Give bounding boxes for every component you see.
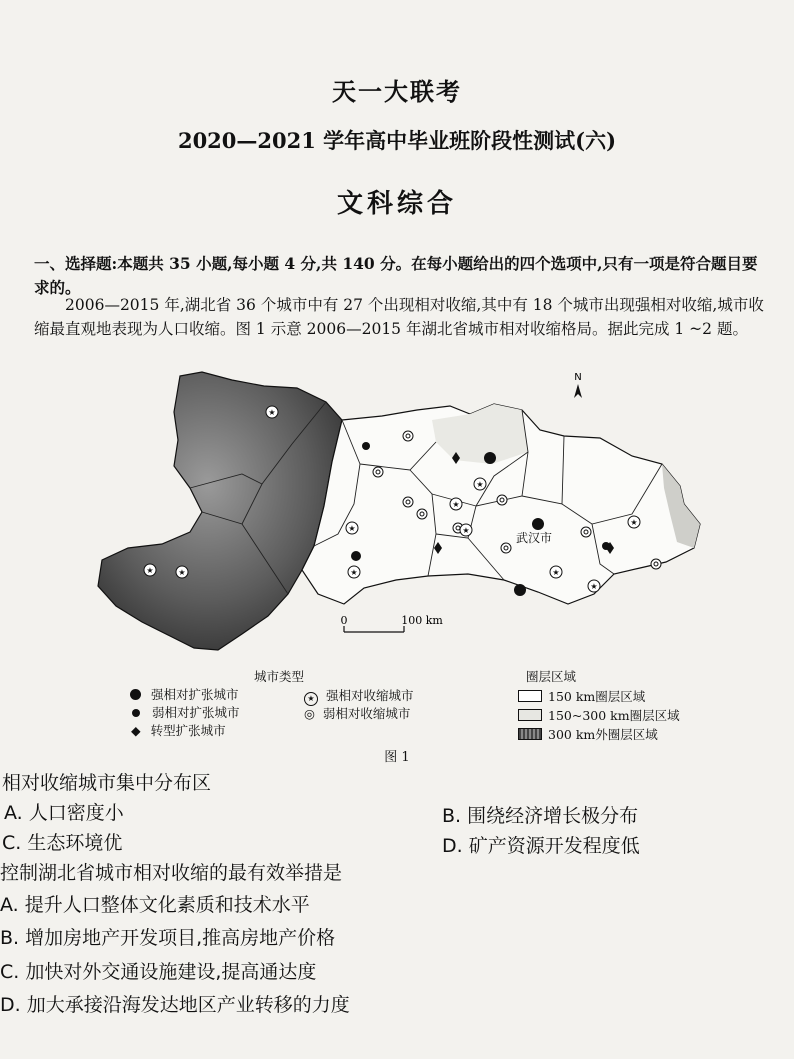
legend-label: 150 km圈层区域 xyxy=(548,689,646,704)
legend-item-strong-shrink xyxy=(304,686,414,706)
svg-text:★: ★ xyxy=(462,526,470,535)
diamond-icon: ◆ xyxy=(131,723,141,738)
q1-option-c[interactable]: C. 生态环境优 xyxy=(2,832,123,854)
large-dot-icon xyxy=(130,689,141,700)
swatch-dark-icon xyxy=(518,728,542,740)
q2-option-d[interactable]: D. 加大承接沿海发达地区产业转移的力度 xyxy=(0,994,350,1016)
question-1-stem: 相对收缩城市集中分布区 xyxy=(2,772,212,794)
q1-option-a[interactable]: A. 人口密度小 xyxy=(4,802,124,824)
legend-label: 弱相对扩张城市 xyxy=(152,705,240,720)
double-circle-icon: ◎ xyxy=(304,706,315,721)
question-intro: 2006—2015 年,湖北省 36 个城市中有 27 个出现相对收缩,其中有 18 个城市出现强相对收缩,城市收缩最直观地表现为人口收缩。图 1 示意 2006—2015 年湖北省城市相对收缩格局。据此完成 1 ~2 题。 xyxy=(34,296,764,338)
legend-item-150-300km xyxy=(518,706,680,724)
svg-text:★: ★ xyxy=(268,408,276,417)
svg-text:★: ★ xyxy=(552,568,560,577)
q1-option-d[interactable]: D. 矿产资源开发程度低 xyxy=(442,835,640,857)
scale-zero-label: 0 xyxy=(340,614,348,627)
section-instructions: 一、选择题:本题共 35 小题,每小题 4 分,共 140 分。在每小题给出的四个选项中,只有一项是符合题目要求的。 xyxy=(34,254,758,297)
legend-label: 300 km外圈层区域 xyxy=(548,727,658,742)
organization-title: 天一大联考 xyxy=(332,77,462,106)
legend-item-strong-expansion xyxy=(130,685,239,703)
q2-option-b[interactable]: B. 增加房地产开发项目,推高房地产价格 xyxy=(0,927,336,949)
legend-item-weak-shrink xyxy=(304,704,410,722)
q2-option-c[interactable]: C. 加快对外交通设施建设,提高通达度 xyxy=(0,961,317,983)
wuhan-city-label: 武汉市 xyxy=(516,531,553,545)
svg-text:★: ★ xyxy=(178,568,186,577)
scale-bar xyxy=(341,614,444,632)
svg-text:★: ★ xyxy=(350,568,358,577)
city-type-legend-title: 城市类型 xyxy=(254,669,305,684)
subject-title: 文科综合 xyxy=(336,189,457,219)
legend-label: 150~300 km圈层区域 xyxy=(548,708,680,723)
legend-item-transition-expansion xyxy=(130,721,226,739)
q1-option-b[interactable]: B. 围绕经济增长极分布 xyxy=(442,805,639,827)
svg-text:★: ★ xyxy=(146,566,154,575)
legend-label: 强相对收缩城市 xyxy=(326,688,414,703)
svg-text:★: ★ xyxy=(348,524,356,533)
legend-label: 转型扩张城市 xyxy=(150,723,226,738)
swatch-white-icon xyxy=(518,690,542,702)
legend-item-300km-outer xyxy=(518,725,658,743)
scale-end-label: 100 km xyxy=(401,614,443,627)
svg-text:★: ★ xyxy=(590,582,598,591)
circled-star-icon: ★ xyxy=(304,692,318,706)
svg-text:★: ★ xyxy=(630,518,638,527)
legend-item-weak-expansion xyxy=(130,703,240,721)
zone-legend-title: 圈层区域 xyxy=(526,669,577,684)
exam-title: 2020—2021 学年高中毕业班阶段性测试(六) xyxy=(177,128,617,153)
swatch-light-icon xyxy=(518,709,542,721)
legend-label: 强相对扩张城市 xyxy=(151,687,239,702)
legend-label: 弱相对收缩城市 xyxy=(322,706,411,721)
legend-item-150km xyxy=(518,687,645,705)
small-dot-icon xyxy=(132,709,140,717)
question-2-stem: 控制湖北省城市相对收缩的最有效举措是 xyxy=(0,862,343,884)
svg-text:★: ★ xyxy=(452,500,460,509)
zone-outer-300km xyxy=(98,372,342,650)
north-label: N xyxy=(574,372,582,383)
svg-text:★: ★ xyxy=(476,480,484,489)
north-arrow-icon xyxy=(574,372,582,398)
figure-caption: 图 1 xyxy=(384,750,410,765)
q2-option-a[interactable]: A. 提升人口整体文化素质和技术水平 xyxy=(0,894,310,916)
